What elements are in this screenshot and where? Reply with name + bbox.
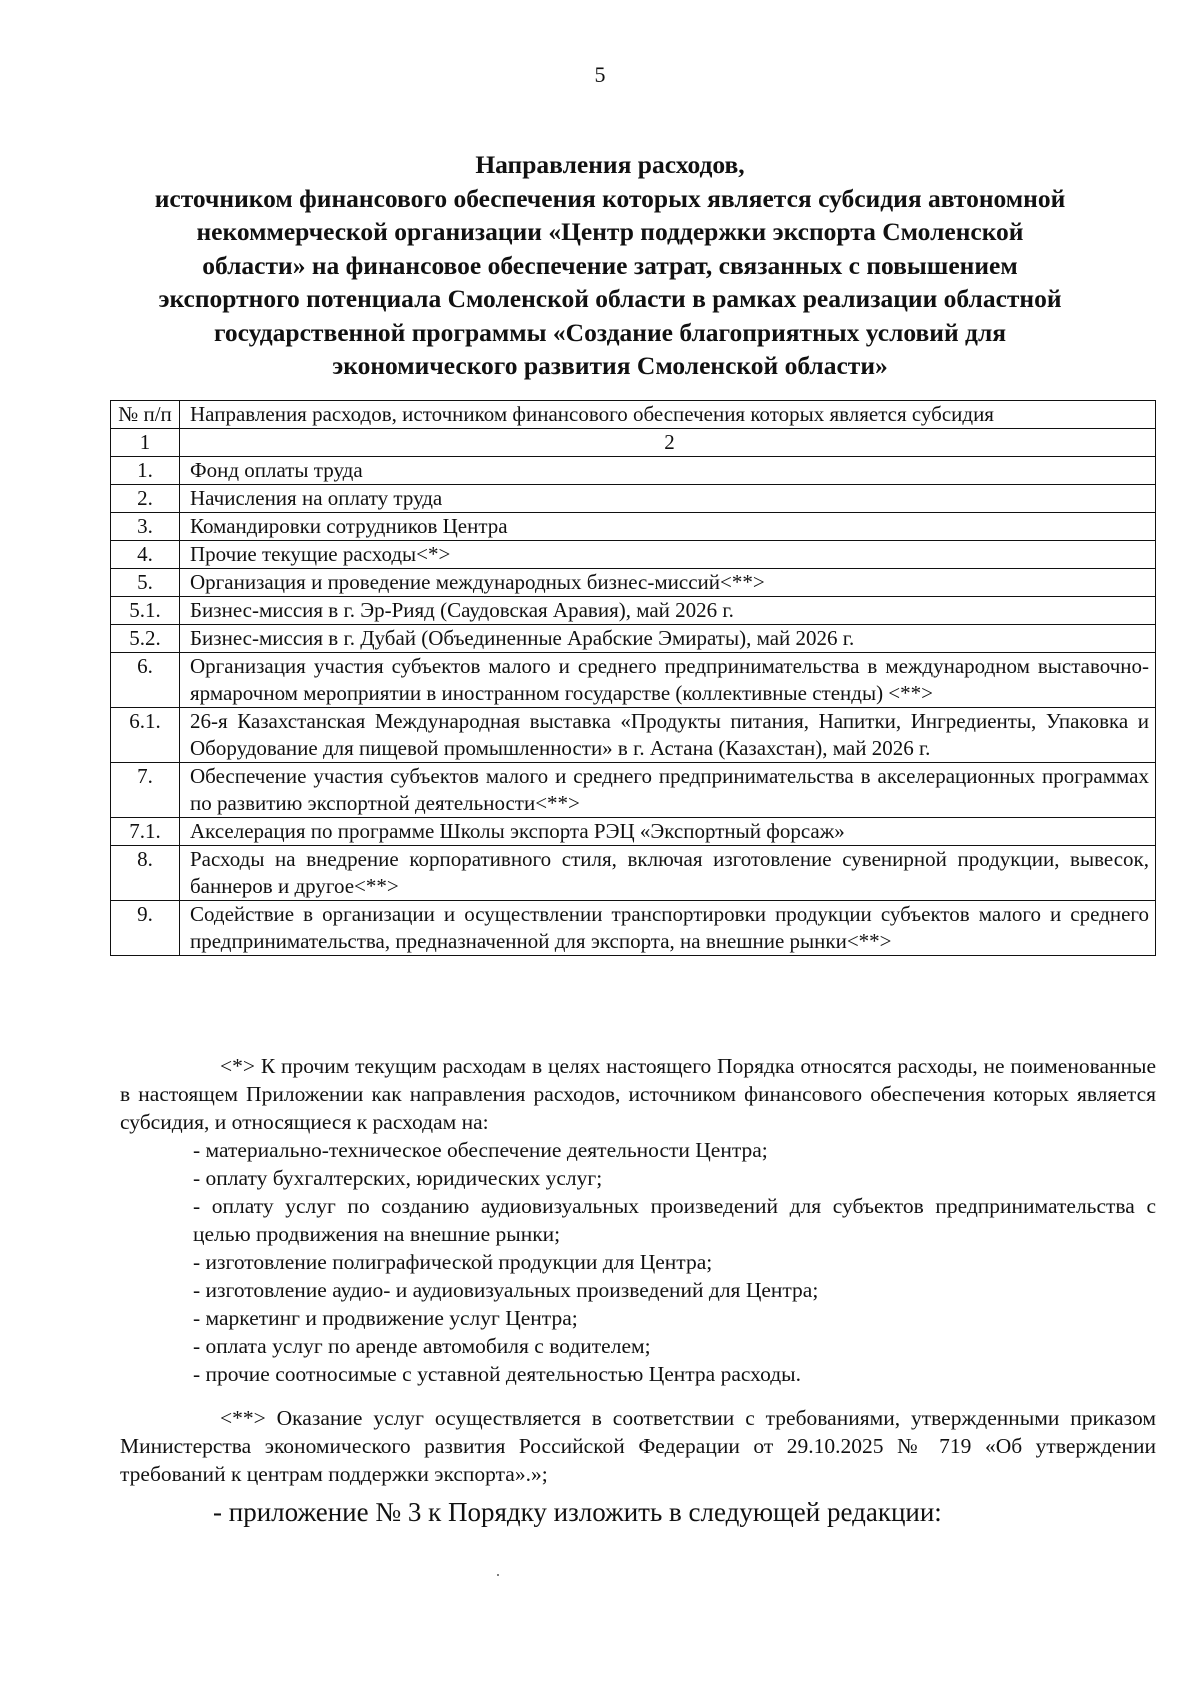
expense-directions-table bbox=[110, 400, 1156, 956]
row-text-cell: 26-я Казахстанская Международная выставка «Продукты питания, Напитки, Ингредиенты, Упаковка и Оборудование для пищевой промышленности» в г. Астана (Казахстан), май 2026 г. bbox=[180, 708, 1156, 763]
row-num-cell: 7. bbox=[111, 763, 180, 818]
row-num-cell: 8. bbox=[111, 846, 180, 901]
row-num-cell: 2. bbox=[111, 485, 180, 513]
title-line: области» на финансовое обеспечение затрат, связанных с повышением bbox=[202, 250, 1018, 280]
table-row bbox=[111, 513, 1156, 541]
table-row bbox=[111, 485, 1156, 513]
table-row bbox=[111, 625, 1156, 653]
title-line: Направления расходов, bbox=[475, 150, 745, 179]
header-num-cell: № п/п bbox=[111, 401, 180, 429]
scan-dot bbox=[497, 1574, 499, 1576]
list-item: - оплата услуг по аренде автомобиля с водителем; bbox=[193, 1334, 651, 1358]
row-text-cell: Обеспечение участия субъектов малого и среднего предпринимательства в акселерационных программах по развитию экспортной деятельности<**> bbox=[180, 763, 1156, 818]
column-number-cell: 2 bbox=[180, 429, 1156, 457]
title-line: экспортного потенциала Смоленской области в рамках реализации областной bbox=[158, 284, 1062, 313]
column-number-row bbox=[111, 429, 1156, 457]
list-item: - изготовление полиграфической продукции для Центра; bbox=[193, 1250, 713, 1274]
row-text-cell: Акселерация по программе Школы экспорта РЭЦ «Экспортный форсаж» bbox=[180, 818, 1156, 846]
table-row bbox=[111, 818, 1156, 846]
table-row bbox=[111, 708, 1156, 763]
row-text-cell: Организация и проведение международных бизнес-миссий<**> bbox=[180, 569, 1156, 597]
row-num-cell: 6.1. bbox=[111, 708, 180, 763]
row-text-cell: Командировки сотрудников Центра bbox=[180, 513, 1156, 541]
row-num-cell: 4. bbox=[111, 541, 180, 569]
row-num-cell: 1. bbox=[111, 457, 180, 485]
table-row bbox=[111, 569, 1156, 597]
row-text-cell: Бизнес-миссия в г. Эр-Рияд (Саудовская Аравия), май 2026 г. bbox=[180, 597, 1156, 625]
row-num-cell: 5.1. bbox=[111, 597, 180, 625]
title-line: государственной программы «Создание благоприятных условий для bbox=[213, 317, 1007, 347]
row-num-cell: 7.1. bbox=[111, 818, 180, 846]
spacer bbox=[120, 1388, 1156, 1404]
table-row bbox=[111, 541, 1156, 569]
title-line: источником финансового обеспечения которых является субсидия автономной bbox=[154, 183, 1066, 213]
row-text-cell: Организация участия субъектов малого и среднего предпринимательства в международном выставочно-ярмарочном мероприятии в иностранном государстве (коллективные стенды) <**> bbox=[180, 653, 1156, 708]
document-title bbox=[110, 148, 1110, 383]
table-row bbox=[111, 763, 1156, 818]
footnote-services-requirements: <**> Оказание услуг осуществляется в соответствии с требованиями, утвержденными приказом Министерства экономического развития Российской Федерации от 29.10.2025 № 719 «Об утверждении требований к центрам поддержки экспорта».»; bbox=[120, 1406, 1156, 1486]
row-text-cell: Содействие в организации и осуществлении транспортировки продукции субъектов малого и среднего предпринимательства, предназначенной для экспорта, на внешние рынки<**> bbox=[180, 901, 1156, 956]
list-item: - прочие соотносимые с уставной деятельностью Центра расходы. bbox=[193, 1362, 801, 1386]
appendix-instruction: - приложение № 3 к Порядку изложить в следующей редакции: bbox=[213, 1497, 942, 1527]
list-item: - оплату услуг по созданию аудиовизуальных произведений для субъектов предпринимательства с целью продвижения на внешние рынки; bbox=[193, 1194, 1156, 1246]
header-text-cell: Направления расходов, источником финансового обеспечения которых является субсидия bbox=[180, 401, 1156, 429]
table-header-row bbox=[111, 401, 1156, 429]
table-row bbox=[111, 597, 1156, 625]
table-row bbox=[111, 457, 1156, 485]
title-line: экономического развития Смоленской области» bbox=[332, 351, 888, 380]
footnote-other-expenses-intro: <*> К прочим текущим расходам в целях настоящего Порядка относятся расходы, не поименованные в настоящем Приложении как направления расходов, источником финансового обеспечения которых является субсидия, и относящиеся к расходам на: bbox=[120, 1054, 1156, 1134]
row-text-cell: Фонд оплаты труда bbox=[180, 457, 1156, 485]
row-text-cell: Начисления на оплату труда bbox=[180, 485, 1156, 513]
list-item: - материально-техническое обеспечение деятельности Центра; bbox=[193, 1138, 768, 1162]
row-text-cell: Бизнес-миссия в г. Дубай (Объединенные Арабские Эмираты), май 2026 г. bbox=[180, 625, 1156, 653]
row-num-cell: 3. bbox=[111, 513, 180, 541]
list-item: - изготовление аудио- и аудиовизуальных произведений для Центра; bbox=[193, 1278, 819, 1302]
table-row bbox=[111, 846, 1156, 901]
row-num-cell: 9. bbox=[111, 901, 180, 956]
list-item: - маркетинг и продвижение услуг Центра; bbox=[193, 1306, 578, 1330]
title-line: некоммерческой организации «Центр поддержки экспорта Смоленской bbox=[196, 217, 1024, 246]
row-text-cell: Прочие текущие расходы<*> bbox=[180, 541, 1156, 569]
row-num-cell: 6. bbox=[111, 653, 180, 708]
table-row bbox=[111, 653, 1156, 708]
footnotes bbox=[120, 1052, 1156, 1530]
table-row bbox=[111, 901, 1156, 956]
column-number-cell: 1 bbox=[111, 429, 180, 457]
row-num-cell: 5. bbox=[111, 569, 180, 597]
other-expenses-list bbox=[120, 1136, 1156, 1388]
row-num-cell: 5.2. bbox=[111, 625, 180, 653]
row-text-cell: Расходы на внедрение корпоративного стиля, включая изготовление сувенирной продукции, вывесок, баннеров и другое<**> bbox=[180, 846, 1156, 901]
list-item: - оплату бухгалтерских, юридических услуг; bbox=[193, 1166, 603, 1190]
page-number: 5 bbox=[594, 62, 606, 87]
